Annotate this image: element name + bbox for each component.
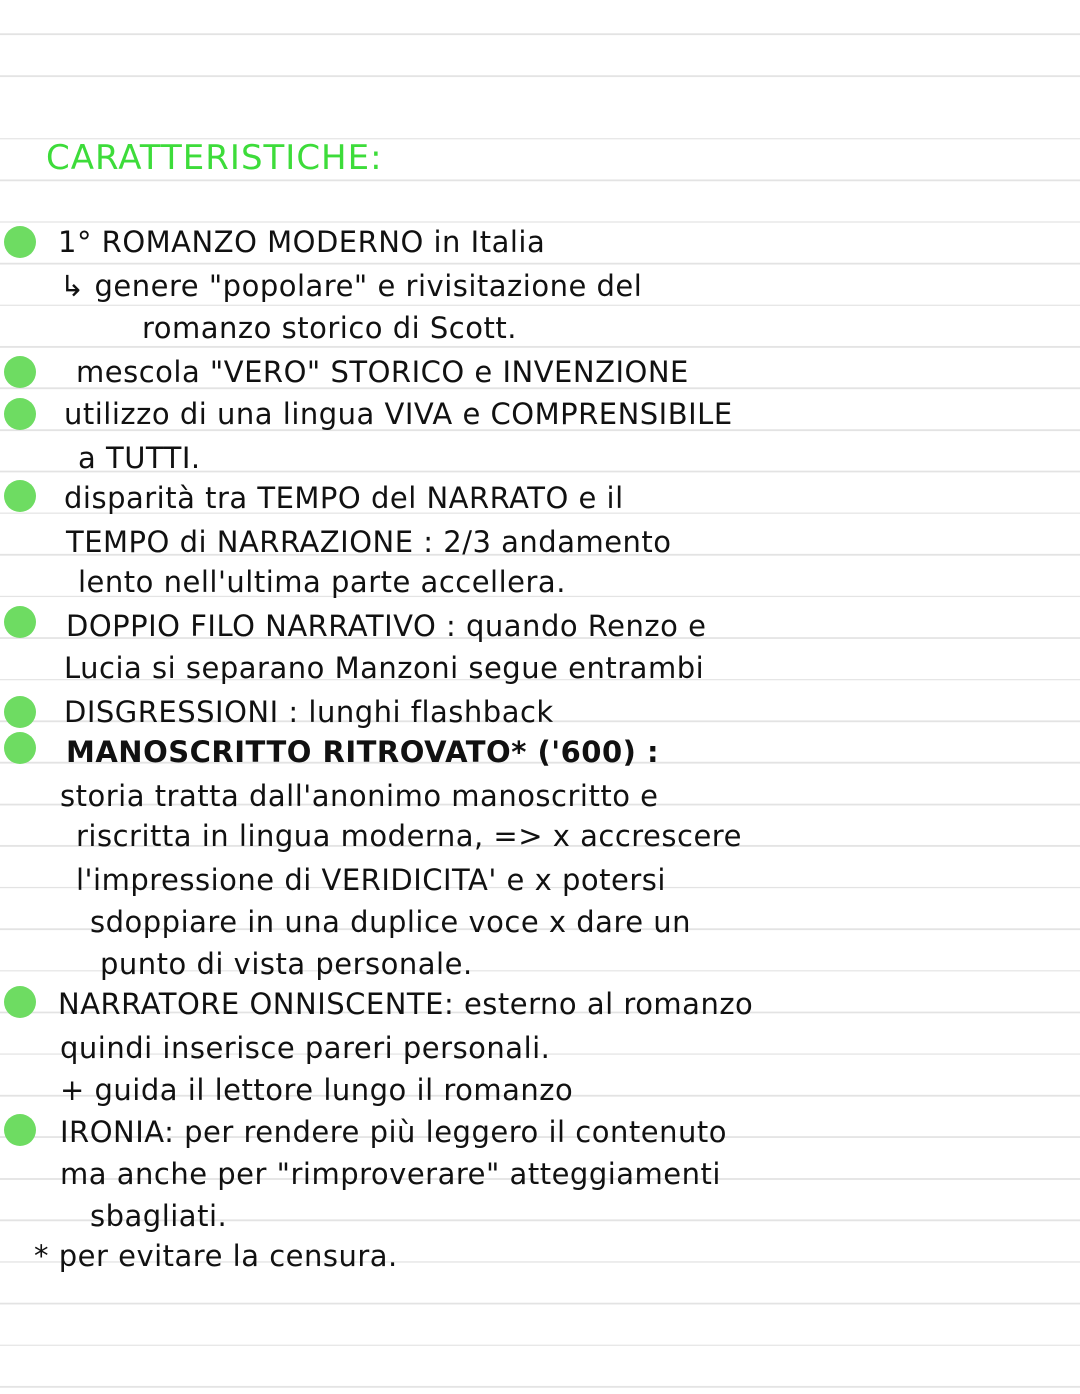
bullet-dot [4,1114,36,1146]
bullet-dot [4,986,36,1018]
note-line: NARRATORE ONNISCENTE: esterno al romanzo [58,987,754,1021]
bullet-dot [4,480,36,512]
note-line: punto di vista personale. [100,947,473,981]
note-line: DOPPIO FILO NARRATIVO : quando Renzo e [66,609,707,643]
note-line: MANOSCRITTO RITROVATO* ('600) : [66,735,660,769]
note-line: utilizzo di una lingua VIVA e COMPRENSIBILE [64,397,733,431]
bullet-dot [4,398,36,430]
note-line: l'impressione di VERIDICITA' e x potersi [76,863,666,897]
note-line: a TUTTI. [78,441,201,475]
note-line: sdoppiare in una duplice voce x dare un [90,905,692,939]
note-line: storia tratta dall'anonimo manoscritto e [60,779,659,813]
bullet-dot [4,356,36,388]
heading: CARATTERISTICHE: [46,138,383,178]
note-line: TEMPO di NARRAZIONE : 2/3 andamento [66,525,672,559]
note-line: disparità tra TEMPO del NARRATO e il [64,481,624,515]
note-line: ↳ genere "popolare" e rivisitazione del [60,269,643,303]
note-line: ma anche per "rimproverare" atteggiamenti [60,1157,721,1191]
note-line: + guida il lettore lungo il romanzo [60,1073,574,1107]
note-line: riscritta in lingua moderna, => x accrescere [76,819,742,853]
bullet-dot [4,226,36,258]
note-line: Lucia si separano Manzoni segue entrambi [64,651,705,685]
note-line: 1° ROMANZO MODERNO in Italia [58,225,546,259]
bullet-dot [4,732,36,764]
note-line: IRONIA: per rendere più leggero il contenuto [60,1115,727,1149]
note-line: quindi inserisce pareri personali. [60,1031,551,1065]
bullet-dot [4,606,36,638]
note-line: mescola "VERO" STORICO e INVENZIONE [76,355,689,389]
note-line: romanzo storico di Scott. [142,311,517,345]
note-line: sbagliati. [90,1199,228,1233]
bullet-dot [4,696,36,728]
note-line: lento nell'ultima parte accellera. [78,565,566,599]
note-line: DISGRESSIONI : lunghi flashback [64,695,554,729]
note-line: * per evitare la censura. [34,1239,398,1273]
